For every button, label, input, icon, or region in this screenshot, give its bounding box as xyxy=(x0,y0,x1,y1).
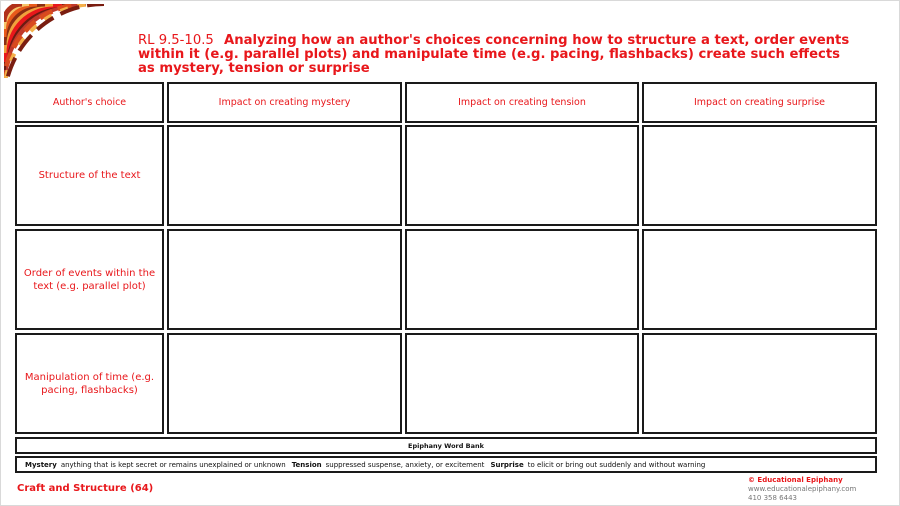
header-tension: Impact on creating tension xyxy=(405,82,639,123)
word-bank-title: Epiphany Word Bank xyxy=(15,437,877,454)
standard-description: Analyzing how an author's choices concerning how to structure a text, order events within it (e.g. parallel plots) and manipulate time (e.g. pacing, flashbacks) create such effects as mystery, tension or surprise xyxy=(138,33,850,76)
cell-order-tension[interactable] xyxy=(405,229,639,330)
copyright-text: © Educational Epiphany xyxy=(748,476,843,484)
website-text: www.educationalepiphany.com xyxy=(748,485,857,493)
cell-structure-surprise[interactable] xyxy=(642,125,877,226)
standard-code: RL 9.5-10.5 xyxy=(138,33,214,48)
phone-text: 410 358 6443 xyxy=(748,494,797,502)
header-mystery: Impact on creating mystery xyxy=(167,82,402,123)
standard-title xyxy=(138,34,858,76)
cell-time-surprise[interactable] xyxy=(642,333,877,434)
header-authors-choice: Author's choice xyxy=(15,82,164,123)
term-mystery: Mystery xyxy=(25,460,57,469)
cell-order-mystery[interactable] xyxy=(167,229,402,330)
definition-mystery: anything that is kept secret or remains unexplained or unknown xyxy=(60,460,286,469)
header-surprise: Impact on creating surprise xyxy=(642,82,877,123)
cell-time-tension[interactable] xyxy=(405,333,639,434)
definition-tension: suppressed suspense, anxiety, or excitement xyxy=(325,460,485,469)
row-label-manipulation-of-time: Manipulation of time (e.g. pacing, flashbacks) xyxy=(15,333,164,434)
definition-surprise: to elicit or bring out suddenly and without warning xyxy=(527,460,706,469)
term-tension: Tension xyxy=(291,460,322,469)
section-label: Craft and Structure (64) xyxy=(17,483,154,494)
cell-order-surprise[interactable] xyxy=(642,229,877,330)
radiating-arcs-logo xyxy=(4,4,108,78)
cell-time-mystery[interactable] xyxy=(167,333,402,434)
row-label-order-of-events: Order of events within the text (e.g. parallel plot) xyxy=(15,229,164,330)
publisher-info xyxy=(748,476,856,503)
cell-structure-mystery[interactable] xyxy=(167,125,402,226)
word-bank-definitions xyxy=(15,456,877,473)
row-label-structure: Structure of the text xyxy=(15,125,164,226)
cell-structure-tension[interactable] xyxy=(405,125,639,226)
term-surprise: Surprise xyxy=(490,460,524,469)
